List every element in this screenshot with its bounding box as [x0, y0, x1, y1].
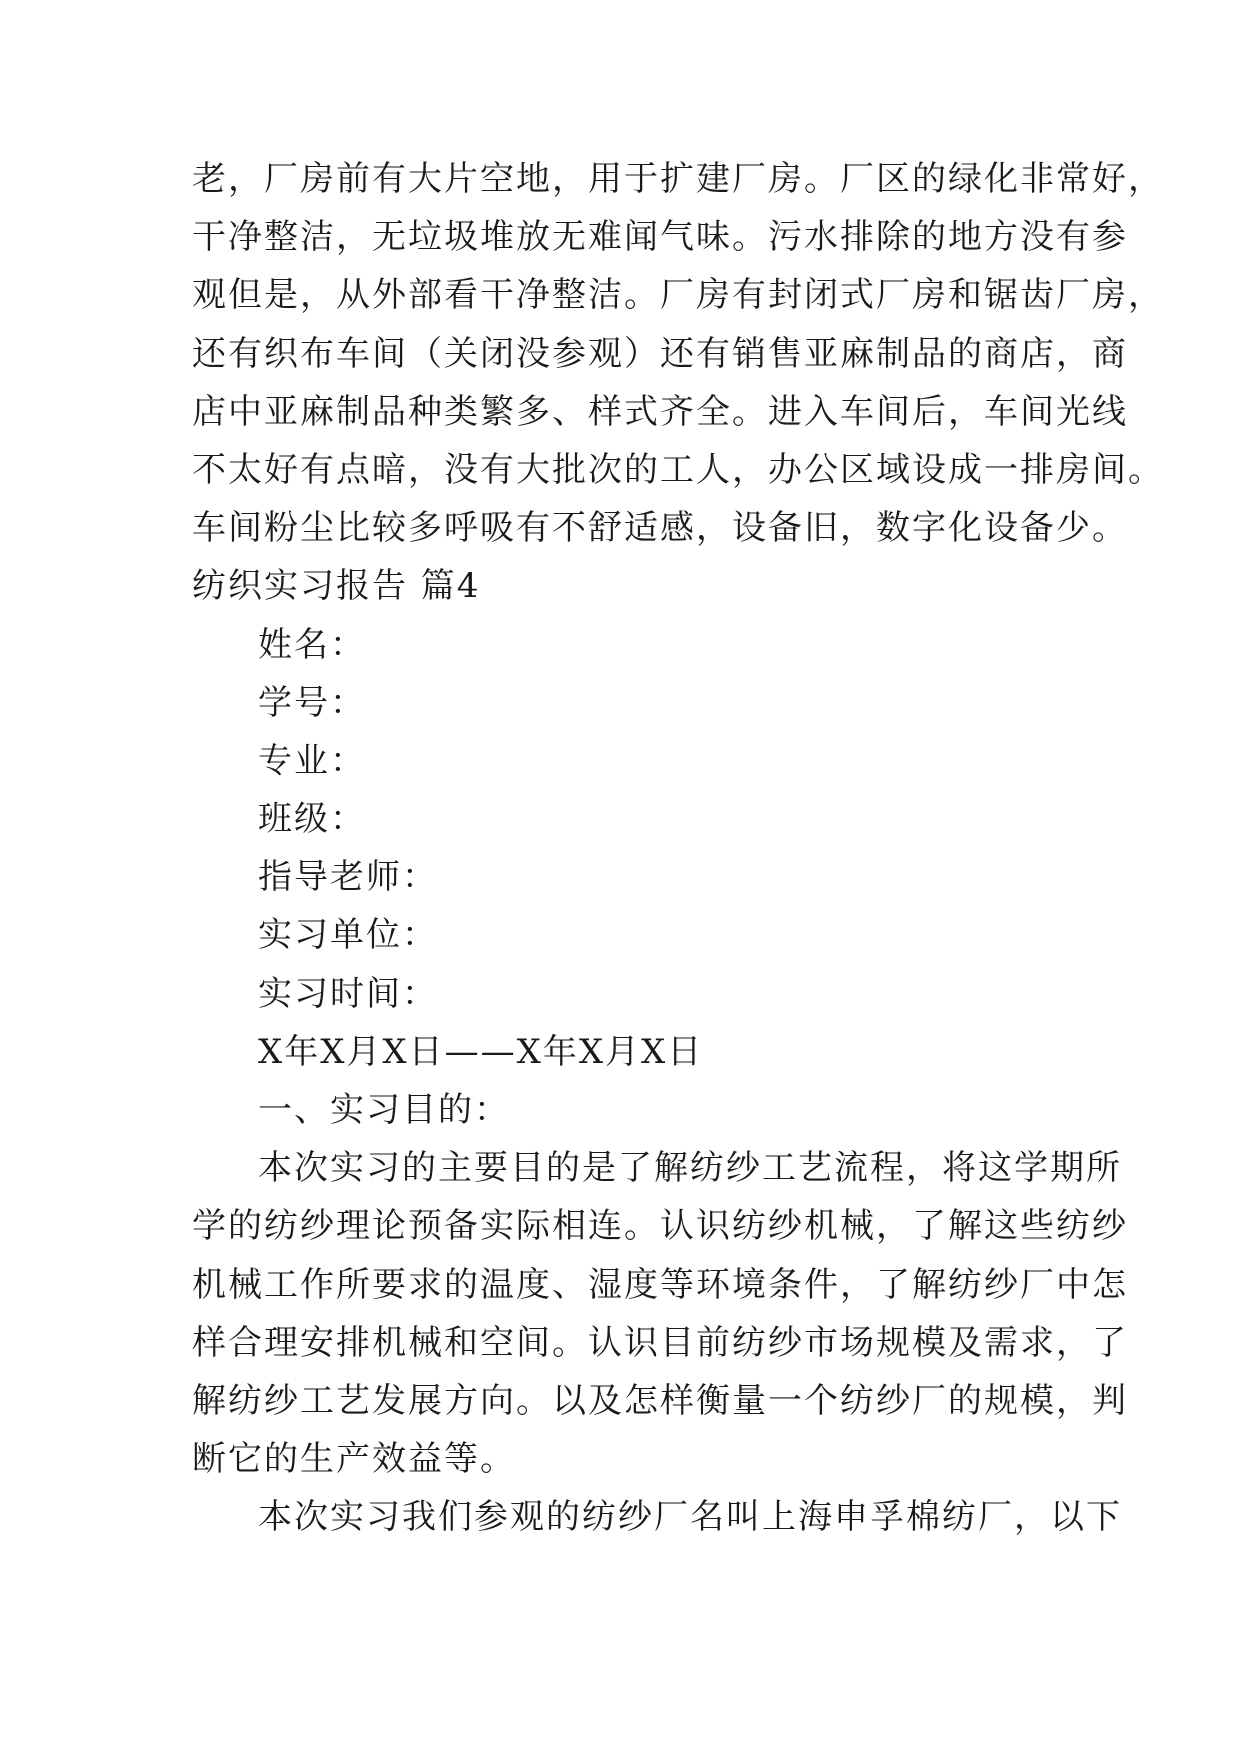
text-line: 解纺纱工艺发展方向。以及怎样衡量一个纺纱厂的规模，判	[192, 1380, 1128, 1421]
text-line: 还有织布车间（关闭没参观）还有销售亚麻制品的商店，商	[192, 333, 1128, 374]
text-line: 老，厂房前有大片空地，用于扩建厂房。厂区的绿化非常好，	[192, 159, 1164, 199]
text-line: 观但是，从外部看干净整洁。厂房有封闭式厂房和锯齿厂房，	[192, 275, 1164, 316]
text-line: 机械工作所要求的温度、湿度等环境条件，了解纺纱厂中怎	[192, 1264, 1128, 1305]
field-student-id-label: 学号：	[258, 682, 366, 723]
text-line: 样合理安排机械和空间。认识目前纺纱市场规模及需求，了	[192, 1322, 1128, 1363]
text-line: 本次实习我们参观的纺纱厂名叫上海申孚棉纺厂，以下	[258, 1497, 1122, 1538]
subsection-heading: 一、实习目的：	[258, 1090, 510, 1130]
text-line: 不太好有点暗，没有大批次的工人，办公区域设成一排房间。	[192, 449, 1164, 490]
field-internship-unit-label: 实习单位：	[258, 915, 438, 956]
field-advisor-label: 指导老师：	[258, 857, 438, 898]
document-body	[192, 150, 1164, 1547]
section-heading: 纺织实习报告 篇4	[192, 566, 481, 607]
field-class-label: 班级：	[258, 799, 366, 840]
text-line: 店中亚麻制品种类繁多、样式齐全。进入车间后，车间光线	[192, 391, 1128, 432]
field-name-label: 姓名：	[258, 624, 366, 665]
internship-date-range: X年X月X日——X年X月X日	[258, 1031, 704, 1072]
text-line: 干净整洁，无垃圾堆放无难闻气味。污水排除的地方没有参	[192, 217, 1128, 258]
text-line: 断它的生产效益等。	[192, 1439, 516, 1480]
text-line: 车间粉尘比较多呼吸有不舒适感，设备旧，数字化设备少。	[192, 508, 1128, 549]
field-internship-time-label: 实习时间：	[258, 973, 438, 1014]
field-major-label: 专业：	[258, 740, 366, 781]
text-line: 学的纺纱理论预备实际相连。认识纺纱机械，了解这些纺纱	[192, 1206, 1128, 1247]
text-line: 本次实习的主要目的是了解纺纱工艺流程，将这学期所	[258, 1148, 1122, 1189]
